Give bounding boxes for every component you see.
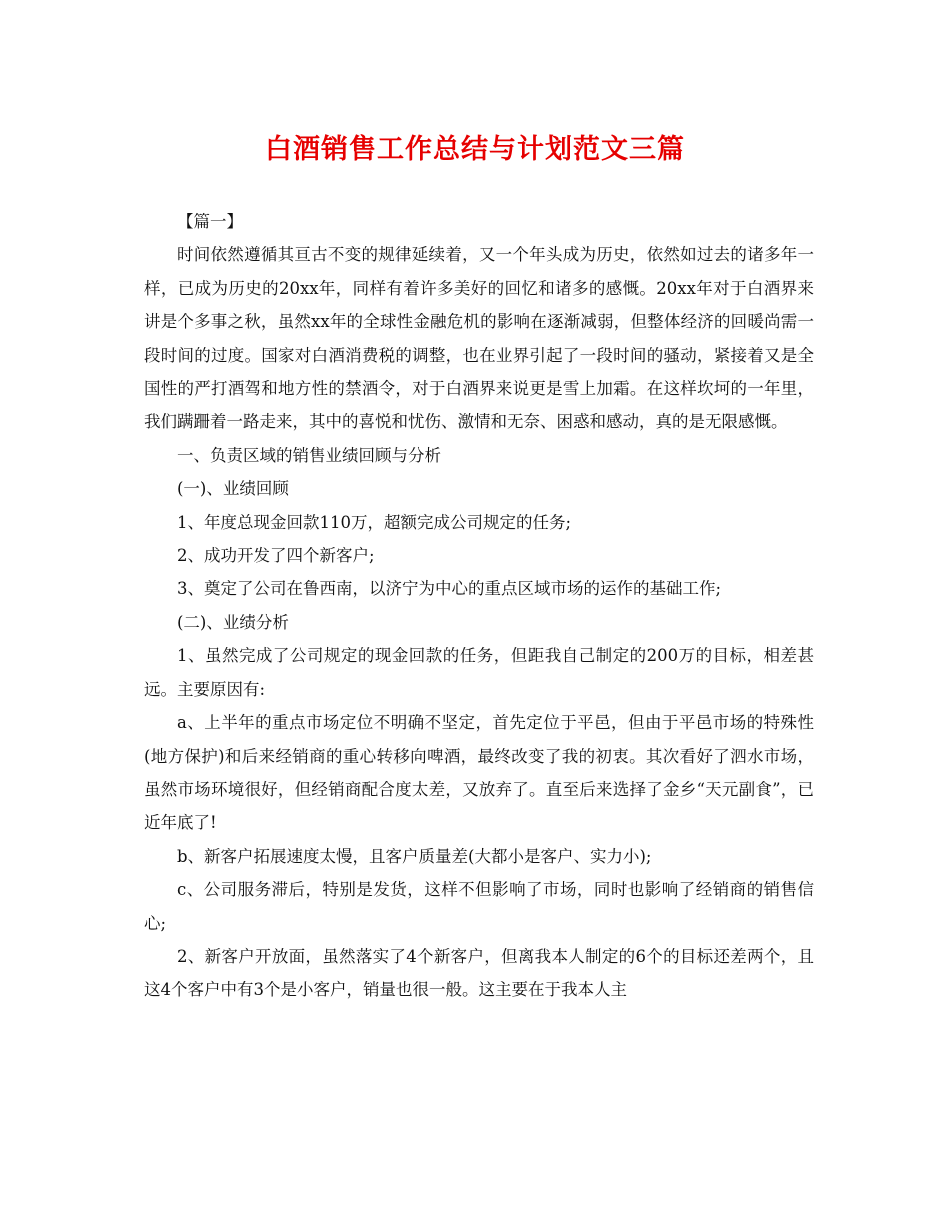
document-body [144, 205, 814, 1007]
paragraph-intro: 时间依然遵循其亘古不变的规律延续着，又一个年头成为历史，依然如过去的诸多年一样，已成为历史的20xx年，同样有着许多美好的回忆和诸多的感慨。20xx年对于白酒界来讲是个多事之秋，虽然xx年的全球性金融危机的影响在逐渐减弱，但整体经济的回暖尚需一段时间的过度。国家对白酒消费税的调整，也在业界引起了一段时间的骚动，紧接着又是全国性的严打酒驾和地方性的禁酒令，对于白酒界来说更是雪上加霜。在这样坎坷的一年里，我们蹒跚着一路走来，其中的喜悦和忧伤、激情和无奈、困惑和感动，真的是无限感慨。 [144, 245, 814, 432]
list-item: 3、奠定了公司在鲁西南，以济宁为中心的重点区域市场的运作的基础工作; [177, 579, 722, 599]
document-title: 白酒销售工作总结与计划范文三篇 [265, 134, 685, 165]
list-item: 1、年度总现金回款110万，超额完成公司规定的任务; [177, 512, 572, 532]
paragraph: 1、虽然完成了公司规定的现金回款的任务，但距我自己制定的200万的目标，相差甚远。主要原因有: [144, 646, 814, 699]
paragraph: b、新客户拓展速度太慢，且客户质量差(大都小是客户、实力小); [177, 846, 652, 866]
paragraph: c、公司服务滞后，特别是发货，这样不但影响了市场，同时也影响了经销商的销售信心; [144, 880, 814, 933]
paragraph: 2、新客户开放面，虽然落实了4个新客户，但离我本人制定的6个的目标还差两个，且这4个客户中有3个是小客户，销量也很一般。这主要在于我本人主 [144, 946, 814, 1000]
heading-section-1: 一、负责区域的销售业绩回顾与分析 [177, 445, 441, 465]
section-label: 【篇一】 [177, 212, 243, 231]
subheading-analysis: (二)、业绩分析 [177, 612, 289, 632]
subheading-review: (一)、业绩回顾 [177, 479, 289, 499]
list-item: 2、成功开发了四个新客户; [177, 546, 375, 566]
paragraph: a、上半年的重点市场定位不明确不坚定，首先定位于平邑，但由于平邑市场的特殊性(地方保护)和后来经销商的重心转移向啤酒，最终改变了我的初衷。其次看好了泗水市场，虽然市场环境很好，但经销商配合度太差，又放弃了。直至后来选择了金乡“天元副食”，已近年底了! [144, 713, 814, 833]
